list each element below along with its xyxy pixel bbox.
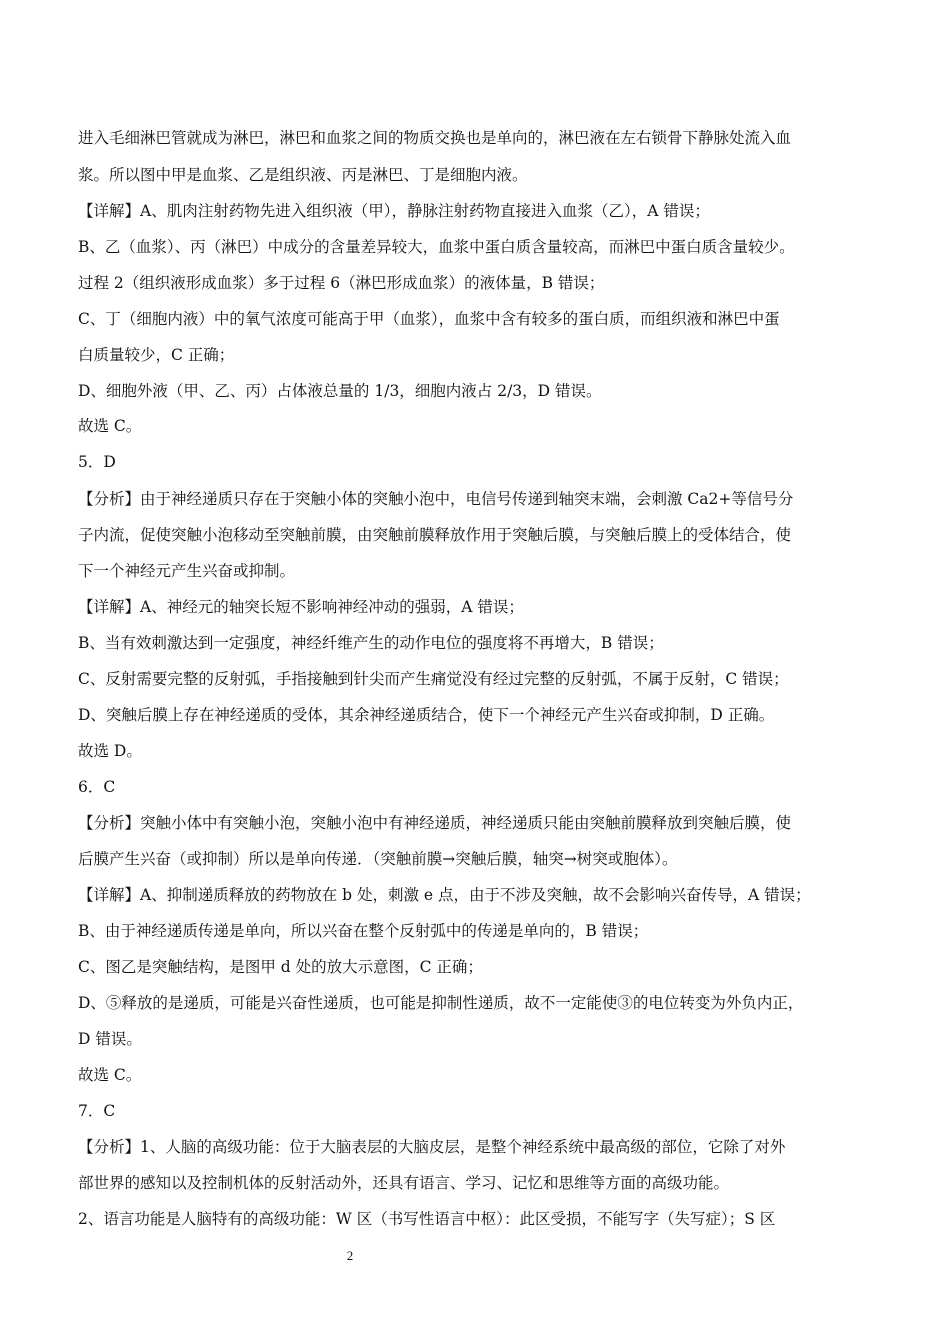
text-line: 浆。所以图中甲是血浆、乙是组织液、丙是淋巴、丁是细胞内液。 — [78, 166, 528, 184]
text-line: 【详解】A、肌肉注射药物先进入组织液（甲），静脉注射药物直接进入血浆（乙），A 错误； — [78, 202, 710, 220]
text-line: C、图乙是突触结构，是图甲 d 处的放大示意图，C 正确； — [78, 958, 483, 976]
text-line: 子内流，促使突触小泡移动至突触前膜，由突触前膜释放作用于突触后膜，与突触后膜上的受体结合，使 — [78, 526, 792, 544]
text-line: 白质量较少，C 正确； — [78, 346, 235, 364]
text-line: 【详解】A、神经元的轴突长短不影响神经冲动的强弱，A 错误； — [78, 598, 524, 616]
text-line: D、突触后膜上存在神经递质的受体，其余神经递质结合，使下一个神经元产生兴奋或抑制，D 正确。 — [78, 706, 775, 724]
text-line: 故选 C。 — [78, 1066, 142, 1084]
text-line: 后膜产生兴奋（或抑制）所以是单向传递．（突触前膜→突触后膜，轴突→树突或胞体）。 — [78, 850, 678, 868]
page-number: 2 — [346, 1248, 354, 1263]
text-line: 【分析】由于神经递质只存在于突触小体的突触小泡中，电信号传递到轴突末端，会刺激 Ca2+等信号分 — [78, 490, 794, 508]
text-line: 故选 C。 — [78, 417, 142, 435]
text-line: D、细胞外液（甲、乙、丙）占体液总量的 1/3，细胞内液占 2/3，D 错误。 — [78, 382, 602, 400]
text-line: 【详解】A、抑制递质释放的药物放在 b 处，刺激 e 点，由于不涉及突触，故不会影响兴奋传导，A 错误； — [78, 886, 811, 904]
text-line: B、由于神经递质传递是单向，所以兴奋在整个反射弧中的传递是单向的，B 错误； — [78, 922, 649, 940]
text-line: C、丁（细胞内液）中的氧气浓度可能高于甲（血浆），血浆中含有较多的蛋白质，而组织液和淋巴中蛋 — [78, 310, 780, 328]
question-number: 5．D — [78, 453, 116, 471]
text-line: 进入毛细淋巴管就成为淋巴，淋巴和血浆之间的物质交换也是单向的，淋巴液在左右锁骨下静脉处流入血 — [78, 129, 792, 147]
text-line: B、乙（血浆）、丙（淋巴）中成分的含量差异较大，血浆中蛋白质含量较高，而淋巴中蛋白质含量较少。 — [78, 238, 795, 256]
text-line: 【分析】1、人脑的高级功能：位于大脑表层的大脑皮层，是整个神经系统中最高级的部位，它除了对外 — [78, 1138, 786, 1156]
text-line: B、当有效刺激达到一定强度，神经纤维产生的动作电位的强度将不再增大，B 错误； — [78, 634, 664, 652]
text-line: D、⑤释放的是递质，可能是兴奋性递质，也可能是抑制性递质，故不一定能使③的电位转变为外负内正， — [78, 994, 804, 1012]
text-line: 【分析】突触小体中有突触小泡，突触小泡中有神经递质，神经递质只能由突触前膜释放到突触后膜，使 — [78, 814, 792, 832]
text-line: 2、语言功能是人脑特有的高级功能：W 区（书写性语言中枢）：此区受损，不能写字（失写症）；S 区 — [78, 1210, 776, 1228]
text-line: C、反射需要完整的反射弧，手指接触到针尖而产生痛觉没有经过完整的反射弧，不属于反射，C 错误； — [78, 670, 789, 688]
text-line: 部世界的感知以及控制机体的反射活动外，还具有语言、学习、记忆和思维等方面的高级功能。 — [78, 1174, 730, 1192]
text-line: 故选 D。 — [78, 742, 142, 760]
question-number: 6．C — [78, 778, 116, 796]
question-number: 7．C — [78, 1102, 116, 1120]
text-line: 过程 2（组织液形成血浆）多于过程 6（淋巴形成血浆）的液体量，B 错误； — [78, 274, 605, 292]
text-line: D 错误。 — [78, 1030, 142, 1048]
text-line: 下一个神经元产生兴奋或抑制。 — [78, 562, 296, 580]
